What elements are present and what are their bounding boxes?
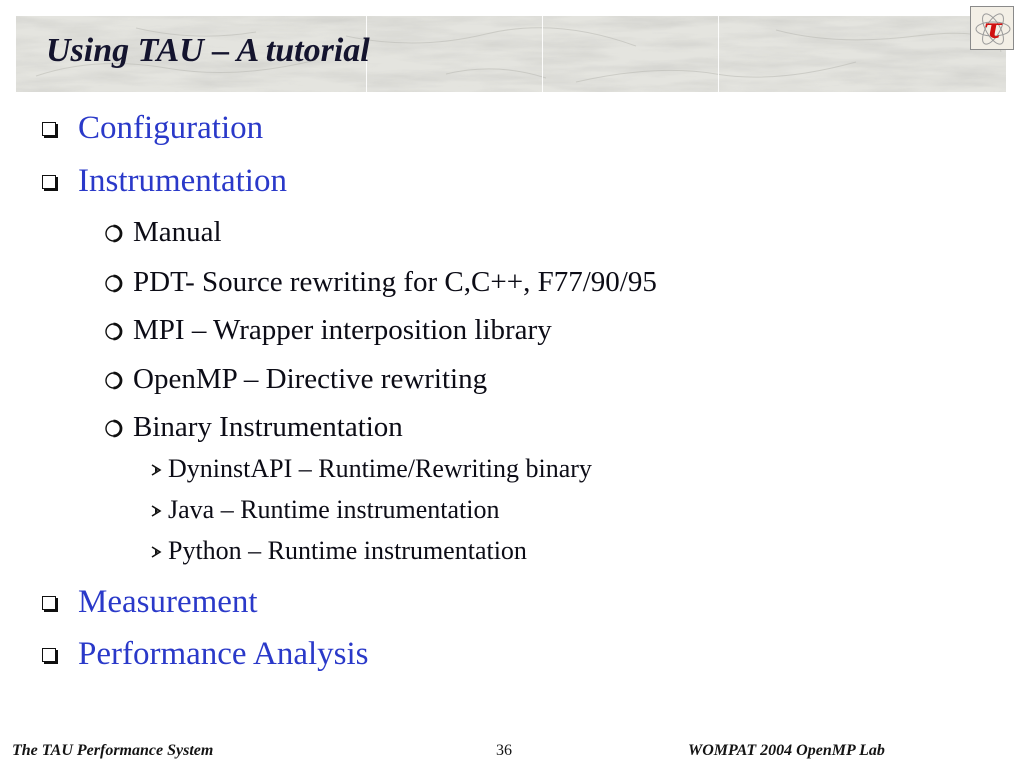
list-item	[150, 495, 499, 525]
list-item-text: Measurement	[78, 584, 258, 620]
ring-bullet-icon	[104, 224, 123, 243]
list-item	[104, 410, 403, 444]
list-item	[42, 109, 263, 147]
list-item	[104, 362, 487, 396]
checkbox-bullet-icon	[42, 122, 56, 136]
list-item-text: Java – Runtime instrumentation	[168, 495, 500, 524]
list-item-text: MPI – Wrapper interposition library	[133, 314, 552, 346]
list-item	[150, 454, 592, 484]
list-item	[104, 265, 657, 299]
ring-bullet-icon	[104, 274, 123, 293]
arrow-bullet-icon	[150, 504, 163, 518]
checkbox-bullet-icon	[42, 648, 56, 662]
list-item	[150, 536, 527, 566]
list-item-text: Manual	[133, 216, 222, 248]
list-item-text: PDT- Source rewriting for C,C++, F77/90/95	[133, 266, 657, 298]
ring-bullet-icon	[104, 419, 123, 438]
ring-bullet-icon	[104, 322, 123, 341]
footer-right-text: WOMPAT 2004 OpenMP Lab	[688, 742, 885, 759]
list-item	[42, 162, 287, 200]
arrow-bullet-icon	[150, 463, 163, 477]
list-item-text: Configuration	[78, 110, 264, 146]
list-item-text: Instrumentation	[78, 163, 287, 199]
footer-left-text: The TAU Performance System	[12, 742, 214, 759]
list-item-text: Binary Instrumentation	[133, 411, 403, 443]
list-item-text: Python – Runtime instrumentation	[168, 536, 527, 565]
slide-title: Using TAU – A tutorial	[46, 32, 370, 69]
list-item-text: DyninstAPI – Runtime/Rewriting binary	[168, 454, 592, 483]
list-item	[42, 635, 369, 673]
checkbox-bullet-icon	[42, 596, 56, 610]
ring-bullet-icon	[104, 371, 123, 390]
list-item	[104, 313, 552, 347]
arrow-bullet-icon	[150, 545, 163, 559]
tau-glyph: τ	[983, 12, 1003, 45]
list-item	[104, 215, 222, 249]
list-item-text: OpenMP – Directive rewriting	[133, 363, 488, 395]
page-number: 36	[496, 742, 512, 759]
checkbox-bullet-icon	[42, 175, 56, 189]
list-item	[42, 583, 258, 621]
list-item-text: Performance Analysis	[78, 636, 369, 672]
